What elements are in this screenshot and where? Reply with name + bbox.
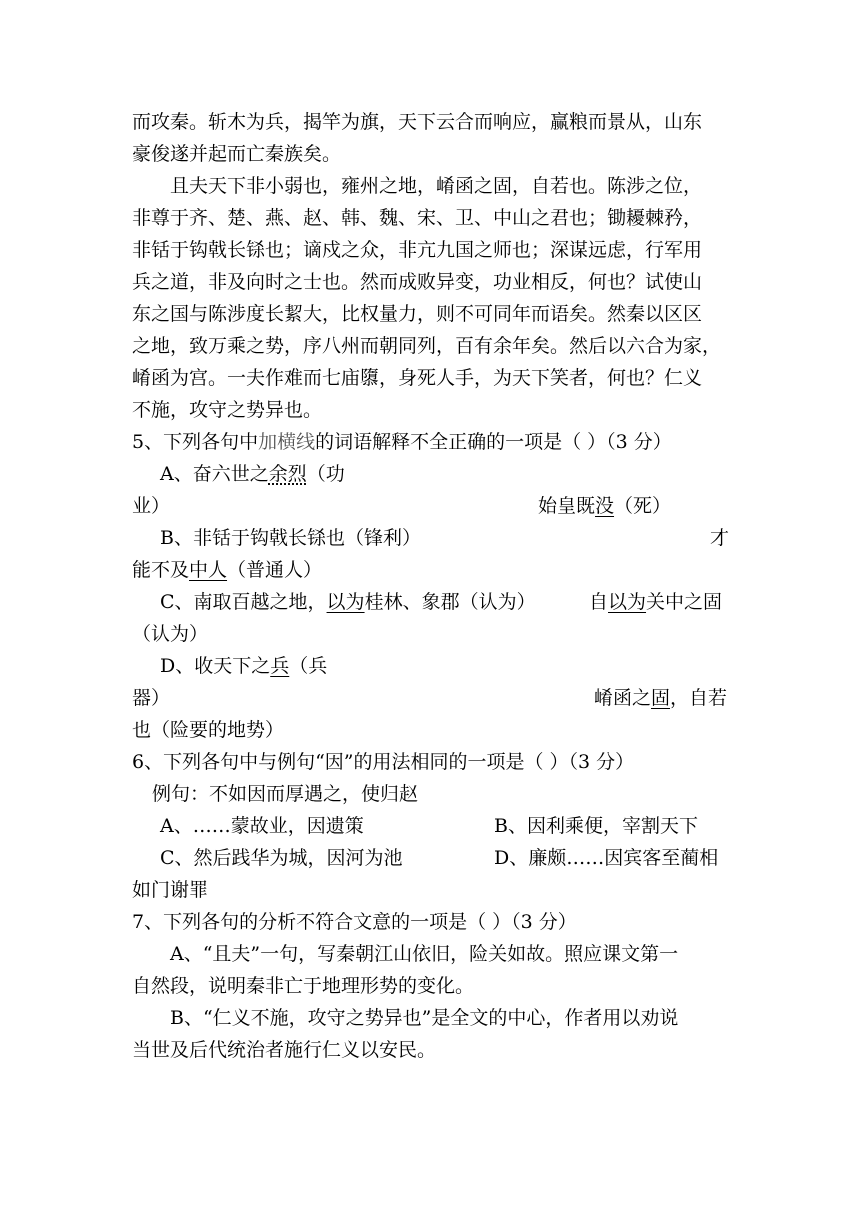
- q7-option-a-cont: 自然段，说明秦非亡于地理形势的变化。: [132, 975, 475, 997]
- q5-option-d2: [594, 682, 739, 714]
- option-text: A、奋六世之: [160, 463, 269, 485]
- option-text: （功: [306, 463, 345, 485]
- option-text: 关中之固: [646, 591, 723, 613]
- q6-option-b: B、因利乘便，宰割天下: [494, 815, 698, 837]
- question-5-stem: [132, 426, 732, 458]
- option-text: C、南取百越之地，: [160, 591, 327, 613]
- q5-option-b2: [132, 554, 732, 586]
- passage-line: 而攻秦。斩木为兵，揭竿为旗，天下云合而响应，赢粮而景从，山东: [132, 111, 703, 133]
- passage-line: 崤函为宫。一夫作难而七庙隳，身死人手，为天下笑者，何也？仁义: [132, 367, 703, 389]
- q5-option-c2: [589, 586, 739, 618]
- q7-option-b: B、“仁义不施，攻守之势异也”是全文的中心，作者用以劝说: [170, 1007, 679, 1029]
- stem-highlight: 加横线: [258, 431, 316, 453]
- q6-option-d-cont: 如门谢罪: [132, 879, 209, 901]
- question-6-stem: 6、下列各句中与例句“因”的用法相同的一项是（ ）（3 分）: [132, 751, 635, 773]
- q5-option-a-cont: 业）: [132, 495, 171, 517]
- q5-option-d-cont: 器）: [132, 687, 171, 709]
- q6-option-d: D、廉颇……因宾客至蔺相: [494, 847, 719, 869]
- passage-line: 且夫天下非小弱也，雍州之地，崤函之固，自若也。陈涉之位，: [170, 175, 703, 197]
- q7-option-b-cont: 当世及后代统治者施行仁义以安民。: [132, 1039, 437, 1061]
- passage-line: 兵之道，非及向时之士也。然而成败异变，功业相反，何也？试使山: [132, 271, 703, 293]
- option-text: （死）: [614, 495, 672, 517]
- option-text: ，自若: [670, 687, 728, 709]
- q5-option-d: [160, 650, 760, 682]
- passage-line: 之地，致万乘之势，序八州而朝同列，百有余年矣。然后以六合为家，: [132, 335, 722, 357]
- marked-word: 余烈: [268, 463, 307, 485]
- marked-word: 中人: [189, 559, 228, 581]
- q5-option-c-cont: （认为）: [132, 623, 209, 645]
- passage-line: 不施，攻守之势异也。: [132, 399, 323, 421]
- question-7-stem: 7、下列各句的分析不符合文意的一项是（ ）（3 分）: [132, 911, 577, 933]
- option-text: 始皇既: [538, 495, 596, 517]
- option-text: 自: [589, 591, 609, 613]
- option-text: （兵: [289, 655, 328, 677]
- marked-word: 以为: [326, 591, 365, 613]
- option-text: 能不及: [132, 559, 190, 581]
- q7-option-a: A、“且夫”一句，写秦朝江山依旧，险关如故。照应课文第一: [170, 943, 679, 965]
- q6-option-a: A、……蒙故业，因遗策: [160, 815, 364, 837]
- q5-option-a2: [538, 490, 718, 522]
- marked-word: 没: [595, 495, 615, 517]
- passage-line: 东之国与陈涉度长絜大，比权量力，则不可同年而语矣。然秦以区区: [132, 303, 703, 325]
- marked-word: 兵: [270, 655, 290, 677]
- q6-option-c: C、然后践华为城，因河为池: [160, 847, 403, 869]
- q5-option-b-tail: 才: [710, 527, 730, 549]
- q5-option-c: [160, 586, 580, 618]
- option-text: 桂林、象郡（认为）: [364, 591, 536, 613]
- q6-example: 例句：不如因而厚遇之，使归赵: [152, 783, 419, 805]
- marked-word: 以为: [608, 591, 647, 613]
- passage-line: 豪俊遂并起而亡秦族矣。: [132, 143, 342, 165]
- option-text: （普通人）: [227, 559, 323, 581]
- stem-text: 5、下列各句中: [132, 431, 259, 453]
- marked-word: 固: [651, 687, 671, 709]
- q5-option-d-cont2: 也（险要的地势）: [132, 719, 285, 741]
- option-text: D、收天下之: [160, 655, 271, 677]
- option-text: 崤函之: [594, 687, 652, 709]
- q5-option-a: [160, 458, 760, 490]
- passage-line: 非尊于齐、楚、燕、赵、韩、魏、宋、卫、中山之君也；锄耰棘矜，: [132, 207, 703, 229]
- stem-text: 的词语解释不全正确的一项是（ ）（3 分）: [315, 431, 672, 453]
- q5-option-b: B、非铦于钩戟长铩也（锋利）: [160, 527, 421, 549]
- passage-line: 非铦于钩戟长铩也；谪戍之众，非亢九国之师也；深谋远虑，行军用: [132, 239, 703, 261]
